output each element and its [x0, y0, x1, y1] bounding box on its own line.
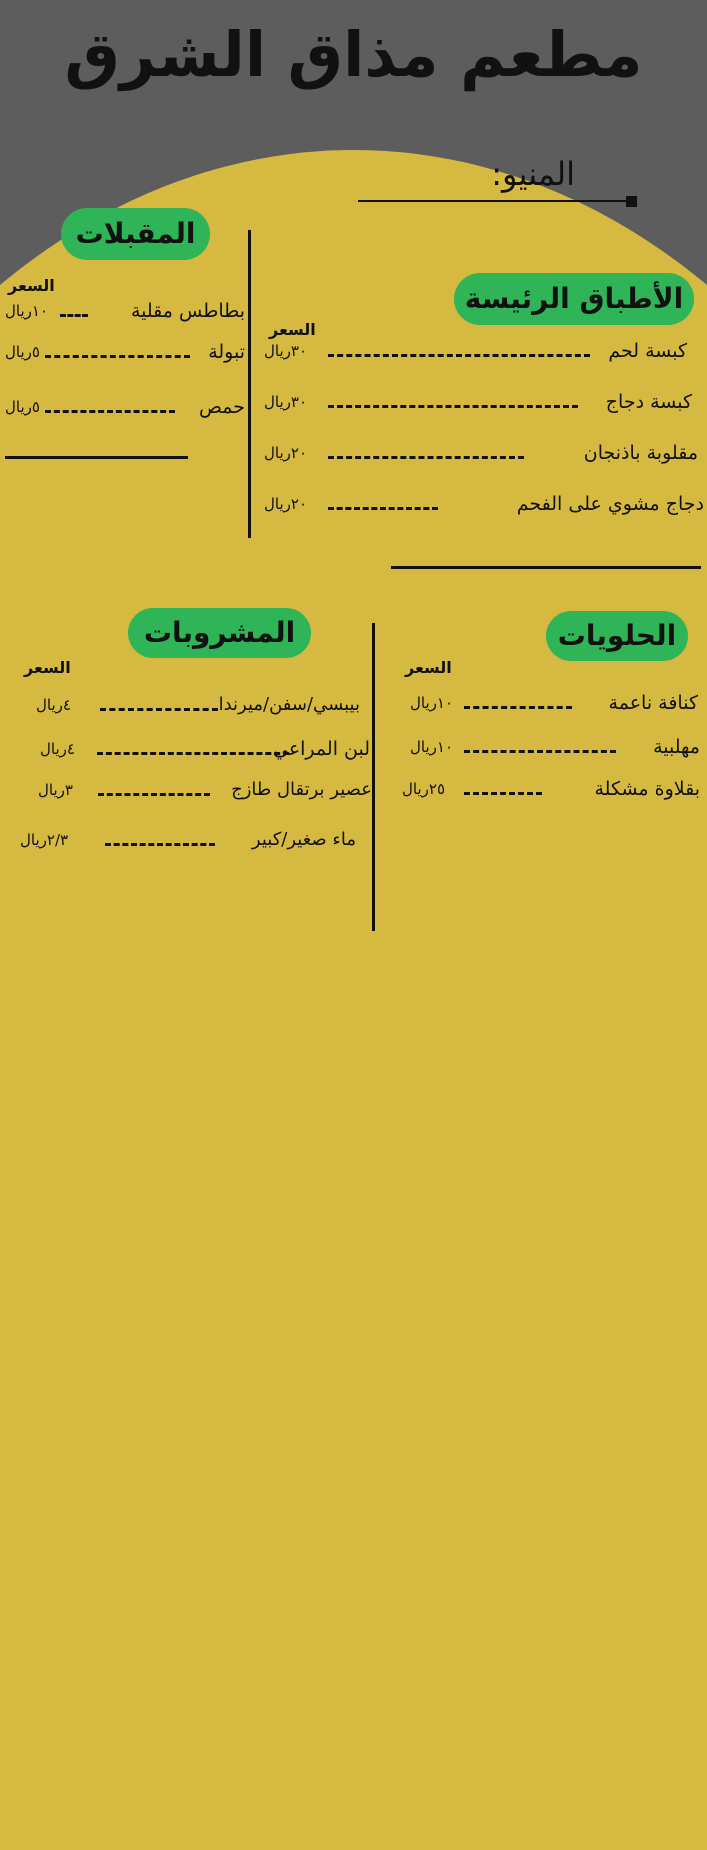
appetizer-item	[5, 341, 245, 371]
item-name: حمص	[198, 396, 245, 418]
menu-label: المنيو:	[491, 155, 575, 193]
item-name: مقلوبة باذنجان	[583, 442, 698, 464]
item-dash-line	[328, 405, 578, 408]
item-dash-line	[45, 355, 190, 358]
item-name: مهلبية	[653, 736, 700, 758]
desserts-title: الحلويات	[557, 619, 677, 652]
menu-underline	[358, 200, 633, 202]
item-price: ٣٠ريال	[264, 342, 308, 360]
appetizers-title: المقبلات	[75, 217, 196, 250]
drink-item	[36, 694, 360, 724]
desserts-price-header: السعر	[405, 658, 452, 677]
item-price: ٥ريال	[5, 343, 40, 361]
item-price: ١٠ريال	[410, 694, 454, 712]
appetizers-divider	[5, 456, 188, 459]
item-dash-line	[100, 708, 218, 711]
item-name: عصير برتقال طازج	[231, 779, 372, 800]
item-price: ٤ريال	[36, 696, 71, 714]
appetizers-price-header: السعر	[8, 276, 55, 295]
item-price: ٤ريال	[40, 740, 75, 758]
menu-underline-dot	[626, 196, 637, 207]
drink-item	[20, 829, 356, 859]
drinks-title: المشروبات	[143, 616, 296, 649]
item-name: تبولة	[208, 341, 245, 363]
item-dash-line	[97, 752, 289, 755]
item-price: ٢٥ريال	[402, 780, 446, 798]
item-name: دجاج مشوي على الفحم	[516, 493, 704, 515]
item-price: ٣٠ريال	[264, 393, 308, 411]
item-name: بقلاوة مشكلة	[594, 778, 700, 800]
appetizer-item	[5, 300, 245, 330]
vertical-divider-bottom	[372, 623, 375, 931]
item-name: لبن المراعي	[272, 738, 370, 760]
item-dash-line	[328, 354, 590, 357]
main-item	[264, 391, 692, 421]
mains-heading	[454, 273, 694, 325]
item-dash-line	[464, 792, 542, 795]
drink-item	[40, 738, 370, 768]
item-name: ماء صغير/كبير	[251, 829, 356, 850]
mains-title: الأطباق الرئيسة	[464, 282, 684, 315]
dessert-item	[410, 692, 698, 722]
desserts-heading	[546, 611, 688, 661]
item-name: بطاطس مقلية	[130, 300, 245, 322]
item-price: ١٠ريال	[5, 302, 49, 320]
restaurant-title: مطعم مذاق الشرق	[64, 18, 643, 91]
item-dash-line	[464, 750, 616, 753]
item-dash-line	[328, 507, 438, 510]
item-price: ٣ريال	[38, 781, 73, 799]
drinks-price-header: السعر	[24, 658, 71, 677]
item-price: ٢/٣ريال	[20, 831, 69, 849]
item-dash-line	[105, 843, 215, 846]
item-name: بيبسي/سفن/ميرندا	[218, 694, 360, 715]
item-dash-line	[45, 410, 175, 413]
main-item	[264, 442, 698, 472]
item-dash-line	[328, 456, 524, 459]
dessert-item	[402, 778, 700, 808]
appetizers-heading	[61, 208, 210, 260]
vertical-divider-top	[248, 230, 251, 538]
dessert-item	[410, 736, 700, 766]
mains-divider	[391, 566, 701, 569]
item-price: ١٠ريال	[410, 738, 454, 756]
item-dash-line	[60, 314, 88, 317]
main-item	[264, 340, 692, 370]
item-dash-line	[464, 706, 572, 709]
item-price: ٢٠ريال	[264, 495, 308, 513]
drink-item	[38, 779, 372, 809]
item-dash-line	[98, 793, 210, 796]
drinks-heading	[128, 608, 311, 658]
appetizer-item	[5, 396, 245, 426]
item-name: كبسة لحم	[608, 340, 687, 362]
main-item	[264, 493, 704, 523]
item-name: كنافة ناعمة	[608, 692, 698, 714]
mains-price-header: السعر	[269, 320, 316, 339]
item-price: ٢٠ريال	[264, 444, 308, 462]
item-price: ٥ريال	[5, 398, 40, 416]
item-name: كبسة دجاج	[605, 391, 692, 413]
